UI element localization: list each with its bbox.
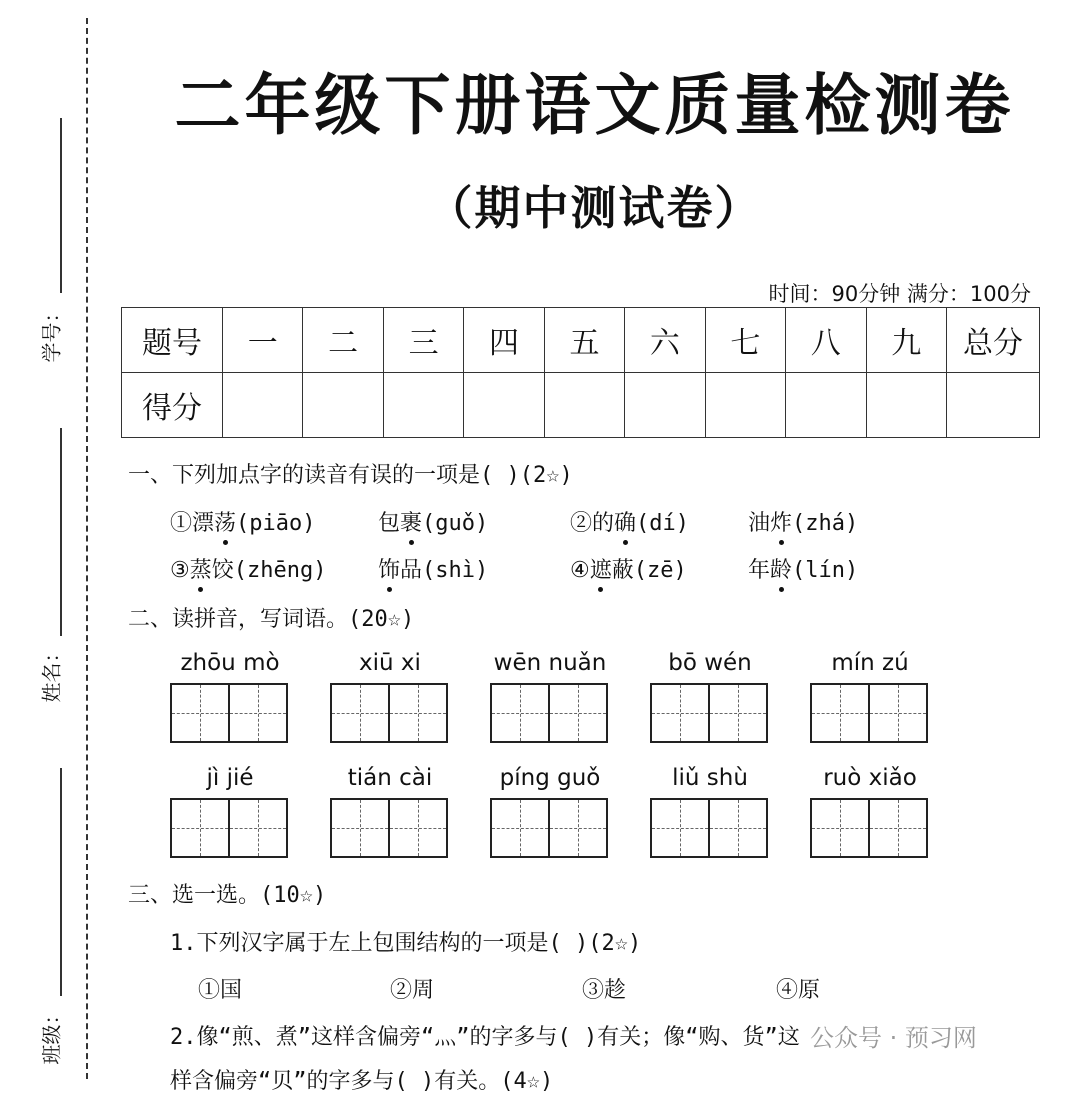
q1-option: ①漂荡(piāo) [170, 506, 316, 537]
q1-option: ③蒸饺(zhēng) [170, 553, 326, 584]
score-header-cell: 五 [544, 308, 624, 373]
question-2-stem: 二、读拼音，写词语。(20☆) [128, 607, 415, 632]
q1-option: ④遮蔽(zē) [570, 553, 687, 584]
pinyin-label: wēn nuǎn [493, 650, 607, 676]
q3-option: ②周 [390, 978, 435, 1003]
writing-grid[interactable] [650, 683, 770, 743]
score-cell[interactable] [705, 373, 785, 438]
q1-option: 包裹(guǒ) [378, 506, 488, 537]
writing-grid[interactable] [330, 683, 450, 743]
q1-option: ②的确(dí) [570, 506, 689, 537]
score-cell[interactable] [947, 373, 1040, 438]
score-value-row [122, 373, 1040, 438]
q3-option: ①国 [198, 978, 243, 1003]
pinyin-label: jì jié [206, 765, 254, 791]
pinyin-label: liǔ shù [672, 765, 748, 791]
score-cell[interactable] [303, 373, 383, 438]
name-label: 姓名： [39, 642, 64, 703]
pinyin-label: zhōu mò [180, 650, 280, 676]
writing-grid[interactable] [810, 683, 930, 743]
q1-option: 饰品(shì) [378, 553, 488, 584]
score-table [121, 307, 1040, 438]
score-header-cell: 六 [625, 308, 705, 373]
writing-grid[interactable] [170, 683, 290, 743]
pinyin-label: ruò xiǎo [823, 765, 917, 791]
question-3-2-cont: 样含偏旁“贝”的字多与( )有关。(4☆) [170, 1069, 554, 1094]
pinyin-label: tián cài [347, 765, 433, 791]
pinyin-label: mín zú [831, 650, 909, 676]
binding-margin [0, 0, 110, 1079]
score-header-cell: 八 [786, 308, 866, 373]
pinyin-label: píng guǒ [499, 765, 601, 791]
q1-option: 年龄(lín) [748, 553, 858, 584]
score-header-cell: 题号 [122, 308, 223, 373]
question-1-stem: 一、下列加点字的读音有误的一项是( )(2☆) [128, 463, 573, 488]
question-3-1: 1.下列汉字属于左上包围结构的一项是( )(2☆) [170, 931, 642, 956]
q3-option: ③趁 [582, 978, 627, 1003]
writing-grid[interactable] [490, 798, 610, 858]
class-line [60, 768, 62, 996]
writing-grid[interactable] [330, 798, 450, 858]
class-label: 班级： [39, 1004, 64, 1065]
score-cell[interactable] [544, 373, 624, 438]
pinyin-label: xiū xi [359, 650, 421, 676]
score-header-cell: 一 [223, 308, 303, 373]
score-cell[interactable] [383, 373, 463, 438]
writing-grid[interactable] [170, 798, 290, 858]
score-cell[interactable] [866, 373, 947, 438]
score-header-cell: 总分 [947, 308, 1040, 373]
pinyin-label: bō wén [668, 650, 752, 676]
score-row-label: 得分 [122, 373, 223, 438]
cut-line [86, 18, 88, 1079]
q3-option: ④原 [776, 978, 821, 1003]
score-header-cell: 四 [464, 308, 544, 373]
writing-grid[interactable] [490, 683, 610, 743]
name-line [60, 428, 62, 636]
score-header-cell: 九 [866, 308, 947, 373]
writing-grid[interactable] [810, 798, 930, 858]
question-3-2: 2.像“煎、煮”这样含偏旁“灬”的字多与( )有关；像“购、货”这 [170, 1025, 800, 1050]
score-cell[interactable] [786, 373, 866, 438]
watermark: 公众号 · 预习网 [810, 1024, 977, 1052]
score-cell[interactable] [464, 373, 544, 438]
score-cell[interactable] [625, 373, 705, 438]
page-title: 二年级下册语文质量检测卷 [174, 67, 1015, 144]
student-id-line [60, 118, 62, 293]
page-subtitle: （期中测试卷） [426, 181, 763, 235]
score-header-cell: 七 [705, 308, 785, 373]
writing-grid[interactable] [650, 798, 770, 858]
question-3-stem: 三、选一选。(10☆) [128, 883, 327, 908]
score-cell[interactable] [223, 373, 303, 438]
q1-option: 油炸(zhá) [748, 506, 858, 537]
student-id-label: 学号： [39, 302, 64, 363]
score-header-cell: 二 [303, 308, 383, 373]
exam-meta: 时间：90分钟 满分：100分 [768, 282, 1031, 306]
score-header-cell: 三 [383, 308, 463, 373]
score-header-row [122, 308, 1040, 373]
